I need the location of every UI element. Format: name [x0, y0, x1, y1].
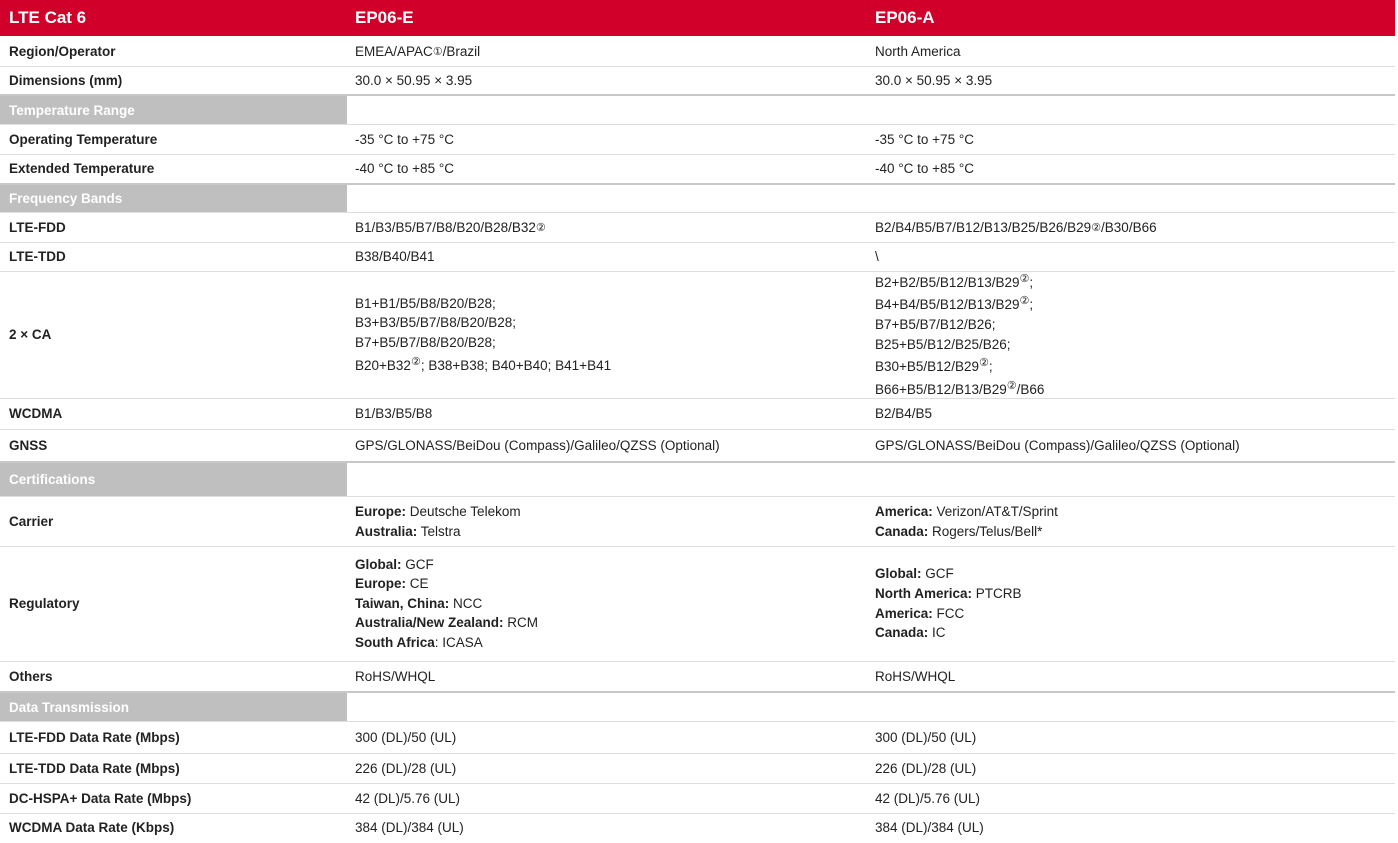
footnote-mark: ② [978, 357, 989, 370]
row-label: Dimensions (mm) [9, 72, 123, 88]
row-others [0, 661, 1395, 692]
row-lte-tdd [0, 242, 1395, 272]
row-label: Carrier [9, 514, 54, 529]
cell-text: B66+B5/B12/B13/B29 [875, 381, 1007, 397]
ca-line [875, 292, 1044, 315]
cert-line [355, 574, 538, 594]
row-dc-hspa-rate [0, 783, 1395, 814]
cell-text: B1/B3/B5/B7/B8/B20/B28/B32 [355, 220, 536, 235]
cert-value: NCC [449, 595, 483, 611]
cert-line [875, 604, 1022, 624]
others-ep06-e: RoHS/WHQL [355, 668, 436, 684]
cell-text: EMEA/APAC [355, 43, 433, 59]
row-label: WCDMA [9, 406, 63, 421]
ca-line [875, 354, 1044, 377]
extended-temp-ep06-a: -40 °C to +85 °C [875, 161, 974, 176]
ca-line [355, 353, 611, 376]
ca-line: B25+B5/B12/B25/B26; [875, 336, 1011, 352]
footnote-mark: ② [410, 355, 421, 368]
cert-value: GCF [401, 556, 434, 572]
row-lte-fdd [0, 213, 1395, 243]
cert-region: Canada: [875, 523, 929, 539]
regulatory-ep06-e [355, 546, 865, 661]
cell-text: /B30/B66 [1101, 220, 1157, 235]
cert-line [875, 584, 1022, 604]
cert-value: FCC [932, 605, 965, 621]
cert-line [355, 633, 538, 653]
cert-region: North America: [875, 585, 973, 601]
lte-tdd-ep06-a: \ [875, 249, 879, 264]
header-model-ep06-e: EP06-E [355, 8, 414, 27]
extended-temp-ep06-e: -40 °C to +85 °C [355, 161, 454, 176]
cell-text: /Brazil [442, 43, 481, 59]
cert-region: Australia: [355, 523, 418, 539]
wcdma-ep06-a: B2/B4/B5 [875, 406, 933, 421]
hspa-rate-ep06-e: 42 (DL)/5.76 (UL) [355, 790, 461, 806]
cell-text: ; [1029, 274, 1034, 290]
cell-text: ; [988, 359, 993, 375]
row-wcdma [0, 398, 1395, 430]
ca-line: B7+B5/B7/B8/B20/B28; [355, 335, 496, 350]
ca-line: B7+B5/B7/B12/B26; [875, 316, 996, 332]
cell-text: B4+B4/B5/B12/B13/B29 [875, 297, 1020, 313]
ca-ep06-e [355, 271, 865, 398]
cell-text: ; B38+B38; B40+B40; B41+B41 [420, 357, 612, 373]
others-ep06-a: RoHS/WHQL [875, 668, 956, 684]
ca-line [875, 270, 1044, 293]
cell-text: ; [1029, 297, 1034, 313]
section-certifications [0, 461, 1395, 497]
ca-line: B3+B3/B5/B7/B8/B20/B28; [355, 315, 516, 331]
cell-text: B30+B5/B12/B29 [875, 359, 979, 375]
row-label: Extended Temperature [9, 161, 155, 176]
section-temperature [0, 94, 1395, 125]
cell-text: B20+B32 [355, 357, 411, 373]
wcdma-rate-ep06-a: 384 (DL)/384 (UL) [875, 820, 984, 835]
gnss-ep06-a: GPS/GLONASS/BeiDou (Compass)/Galileo/QZSS (Optional) [875, 437, 1240, 453]
row-label: Region/Operator [9, 43, 116, 59]
section-title: Certifications [0, 463, 347, 496]
regulatory-ep06-a [875, 546, 1390, 661]
cell-text: B2+B2/B5/B12/B13/B29 [875, 274, 1020, 290]
gnss-ep06-e: GPS/GLONASS/BeiDou (Compass)/Galileo/QZSS (Optional) [355, 437, 720, 453]
row-label: WCDMA Data Rate (Kbps) [9, 820, 175, 835]
cert-line [875, 564, 1022, 584]
cert-region: America: [875, 605, 933, 621]
cert-value: Deutsche Telekom [406, 503, 521, 519]
cert-line [355, 613, 538, 633]
cert-line [355, 502, 521, 522]
cert-line [875, 502, 1058, 522]
header-model-ep06-a: EP06-A [875, 8, 935, 27]
tdd-rate-ep06-e: 226 (DL)/28 (UL) [355, 760, 457, 776]
cert-value: : ICASA [434, 634, 483, 650]
ca-line: B1+B1/B5/B8/B20/B28; [355, 295, 496, 311]
ca-line [875, 377, 1044, 400]
cert-line [355, 522, 521, 542]
section-title: Frequency Bands [0, 185, 347, 212]
row-regulatory [0, 546, 1395, 662]
carrier-ep06-e [355, 497, 865, 546]
cert-region: America: [875, 503, 933, 519]
cert-region: Canada: [875, 625, 929, 641]
cert-line [875, 623, 1022, 643]
cert-value: CE [406, 576, 429, 592]
table-header [0, 0, 1395, 36]
cert-line [355, 555, 538, 575]
hspa-rate-ep06-a: 42 (DL)/5.76 (UL) [875, 790, 981, 806]
wcdma-rate-ep06-e: 384 (DL)/384 (UL) [355, 820, 464, 835]
row-label: Operating Temperature [9, 132, 158, 147]
footnote-mark: ② [535, 222, 546, 234]
header-label: LTE Cat 6 [9, 8, 87, 27]
row-label: LTE-FDD [9, 220, 66, 235]
section-title: Data Transmission [0, 693, 347, 721]
cert-region: Australia/New Zealand: [355, 615, 504, 631]
footnote-mark: ② [1019, 295, 1030, 308]
row-operating-temperature [0, 125, 1395, 155]
section-data-transmission [0, 691, 1395, 722]
row-dimensions [0, 66, 1395, 95]
row-lte-tdd-rate [0, 753, 1395, 784]
cert-value: GCF [921, 566, 954, 582]
footnote-mark: ① [432, 45, 443, 58]
dimensions-ep06-a: 30.0 × 50.95 × 3.95 [875, 72, 993, 88]
row-carrier [0, 497, 1395, 547]
row-label: Regulatory [9, 596, 80, 611]
footnote-mark: ② [1019, 272, 1030, 285]
dimensions-ep06-e: 30.0 × 50.95 × 3.95 [355, 72, 473, 88]
tdd-rate-ep06-a: 226 (DL)/28 (UL) [875, 760, 977, 776]
carrier-ep06-a [875, 497, 1390, 546]
fdd-rate-ep06-e: 300 (DL)/50 (UL) [355, 730, 457, 745]
row-label: LTE-FDD Data Rate (Mbps) [9, 730, 180, 745]
cert-value: Telstra [417, 523, 461, 539]
cert-value: RCM [503, 615, 539, 631]
operating-temp-ep06-e: -35 °C to +75 °C [355, 132, 454, 147]
row-extended-temperature [0, 154, 1395, 184]
row-gnss [0, 429, 1395, 462]
region-ep06-e [355, 36, 865, 66]
row-wcdma-rate [0, 813, 1395, 842]
row-carrier-aggregation [0, 271, 1395, 399]
cell-text: B2/B4/B5/B7/B12/B13/B25/B26/B29 [875, 220, 1092, 235]
footnote-mark: ② [1091, 222, 1102, 234]
cert-region: Europe: [355, 503, 407, 519]
row-region [0, 36, 1395, 67]
wcdma-ep06-e: B1/B3/B5/B8 [355, 406, 433, 421]
cert-region: South Africa [355, 634, 435, 650]
cert-line [355, 594, 538, 614]
cert-region: Global: [875, 566, 922, 582]
section-title: Temperature Range [0, 96, 347, 124]
lte-tdd-ep06-e: B38/B40/B41 [355, 249, 435, 264]
cert-value: Rogers/Telus/Bell* [928, 523, 1043, 539]
fdd-rate-ep06-a: 300 (DL)/50 (UL) [875, 730, 977, 745]
row-label: DC-HSPA+ Data Rate (Mbps) [9, 790, 192, 806]
footnote-mark: ② [1006, 379, 1017, 392]
lte-fdd-ep06-e [355, 213, 865, 242]
lte-fdd-ep06-a [875, 213, 1390, 242]
row-lte-fdd-rate [0, 722, 1395, 754]
cell-text: /B66 [1016, 381, 1045, 397]
cert-region: Taiwan, China: [355, 595, 450, 611]
row-label: LTE-TDD Data Rate (Mbps) [9, 760, 180, 776]
cert-value: PTCRB [972, 585, 1022, 601]
row-label: LTE-TDD [9, 249, 66, 264]
cert-region: Global: [355, 556, 402, 572]
operating-temp-ep06-a: -35 °C to +75 °C [875, 132, 974, 147]
row-label: Others [9, 668, 53, 684]
section-frequency-bands [0, 183, 1395, 213]
cert-value: Verizon/AT&T/Sprint [932, 503, 1058, 519]
ca-ep06-a [875, 271, 1390, 398]
row-label: GNSS [9, 437, 48, 453]
row-label: 2 × CA [9, 327, 52, 342]
cert-value: IC [928, 625, 946, 641]
region-ep06-a: North America [875, 43, 961, 59]
cert-region: Europe: [355, 576, 407, 592]
cert-line [875, 522, 1058, 542]
